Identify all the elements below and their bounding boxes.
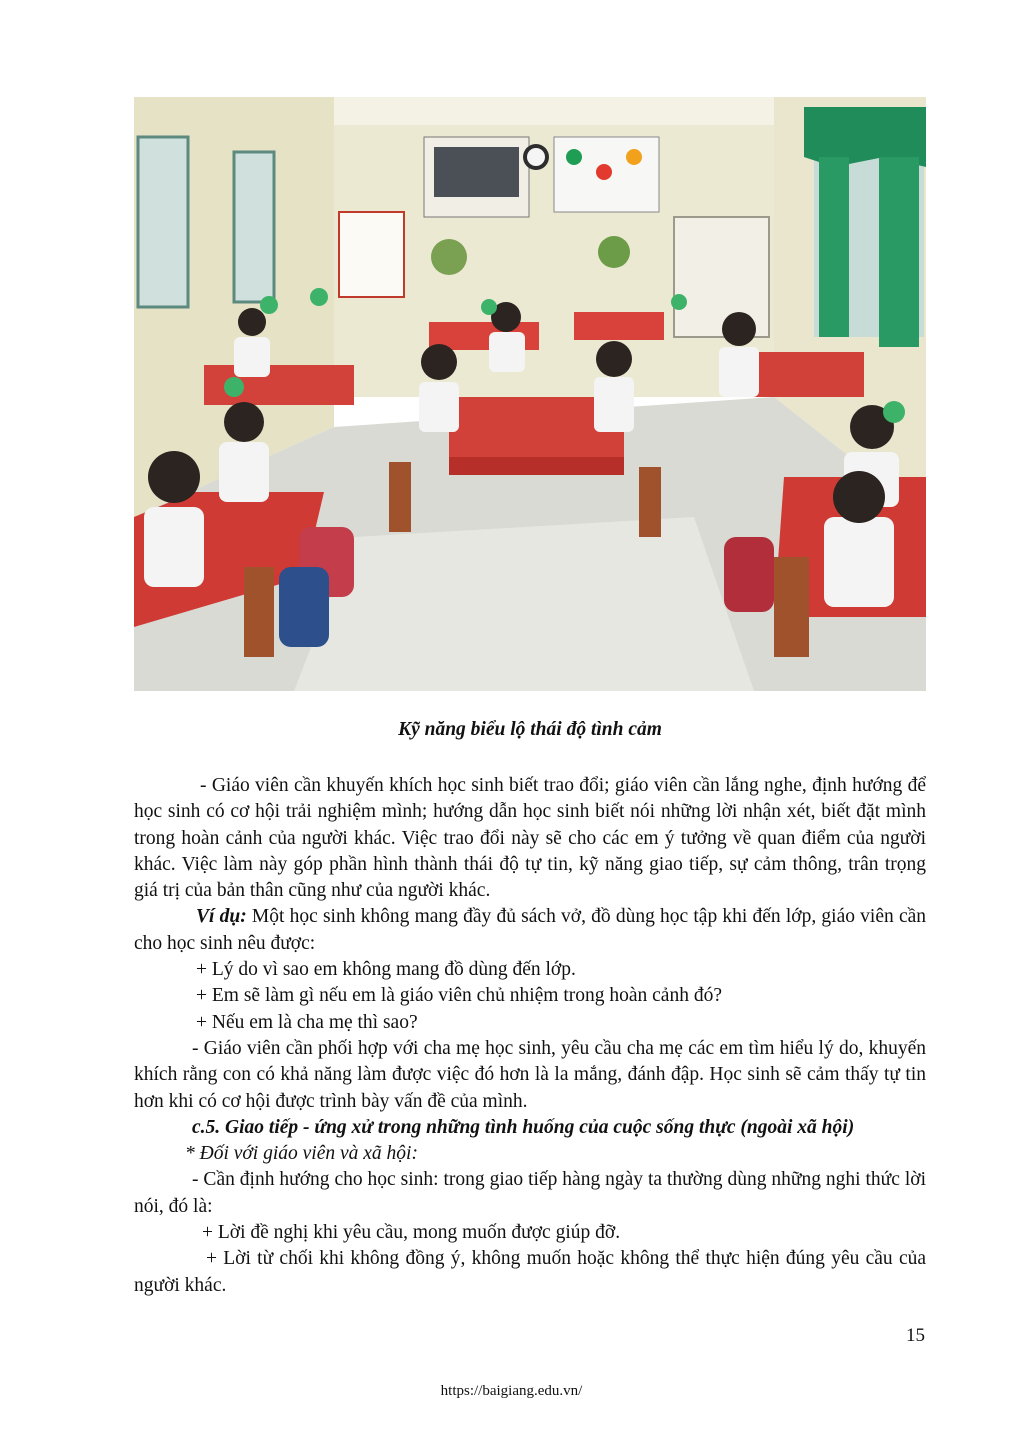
footer-url[interactable]: https://baigiang.edu.vn/: [440, 1383, 583, 1399]
paragraph-2: - Giáo viên cần phối hợp với cha mẹ học sinh, yêu cầu cha mẹ các em tìm hiểu lý do, khuyến khích rằng con có khả năng làm được việc đó hơn là la mắng, đánh đập. Học sinh sẽ cảm thấy tự tin hơn khi có cơ hội được trình bày vấn đề của mình.: [134, 1037, 926, 1112]
bullet-3: + Nếu em là cha mẹ thì sao?: [196, 1011, 418, 1033]
bullet-1: + Lý do vì sao em không mang đồ dùng đến lớp.: [196, 959, 576, 981]
example-text: Một học sinh không mang đầy đủ sách vở, đồ dùng học tập khi đến lớp, giáo viên cần cho học sinh nêu được:: [134, 906, 927, 954]
bullet-4: + Lời đề nghị khi yêu cầu, mong muốn được giúp đỡ.: [202, 1222, 621, 1244]
figure-caption: Kỹ năng biểu lộ thái độ tình cảm: [398, 719, 662, 740]
example-paragraph: [134, 904, 926, 957]
section-heading: c.5. Giao tiếp - ứng xử trong những tình huống của cuộc sống thực (ngoài xã hội): [192, 1116, 855, 1138]
example-label: Ví dụ:: [196, 906, 247, 928]
paragraph-1: - Giáo viên cần khuyến khích học sinh biết trao đổi; giáo viên cần lắng nghe, định hướng để học sinh có cơ hội trải nghiệm mình; hướng dẫn học sinh biết nói những lời nhận xét, biết đặt mình trong hoàn cảnh của người khác. Việc trao đổi này sẽ cho các em ý tưởng về quan điểm của người khác. Việc làm này góp phần hình thành thái độ tự tin, kỹ năng giao tiếp, sự cảm thông, trân trọng giá trị của bản thân cũng như của người khác.: [134, 775, 926, 902]
page-number: 15: [906, 1325, 925, 1346]
classroom-photo: [134, 97, 926, 691]
section-subheading: * Đối với giáo viên và xã hội:: [185, 1143, 418, 1165]
paragraph-3: - Cần định hướng cho học sinh: trong giao tiếp hàng ngày ta thường dùng những nghi thức lời nói, đó là:: [134, 1169, 926, 1217]
bullet-2: + Em sẽ làm gì nếu em là giáo viên chủ nhiệm trong hoàn cảnh đó?: [196, 985, 722, 1007]
bullet-5: + Lời từ chối khi không đồng ý, không muốn hoặc không thể thực hiện đúng yêu cầu của người khác.: [134, 1248, 926, 1296]
body-text: [134, 737, 926, 1299]
